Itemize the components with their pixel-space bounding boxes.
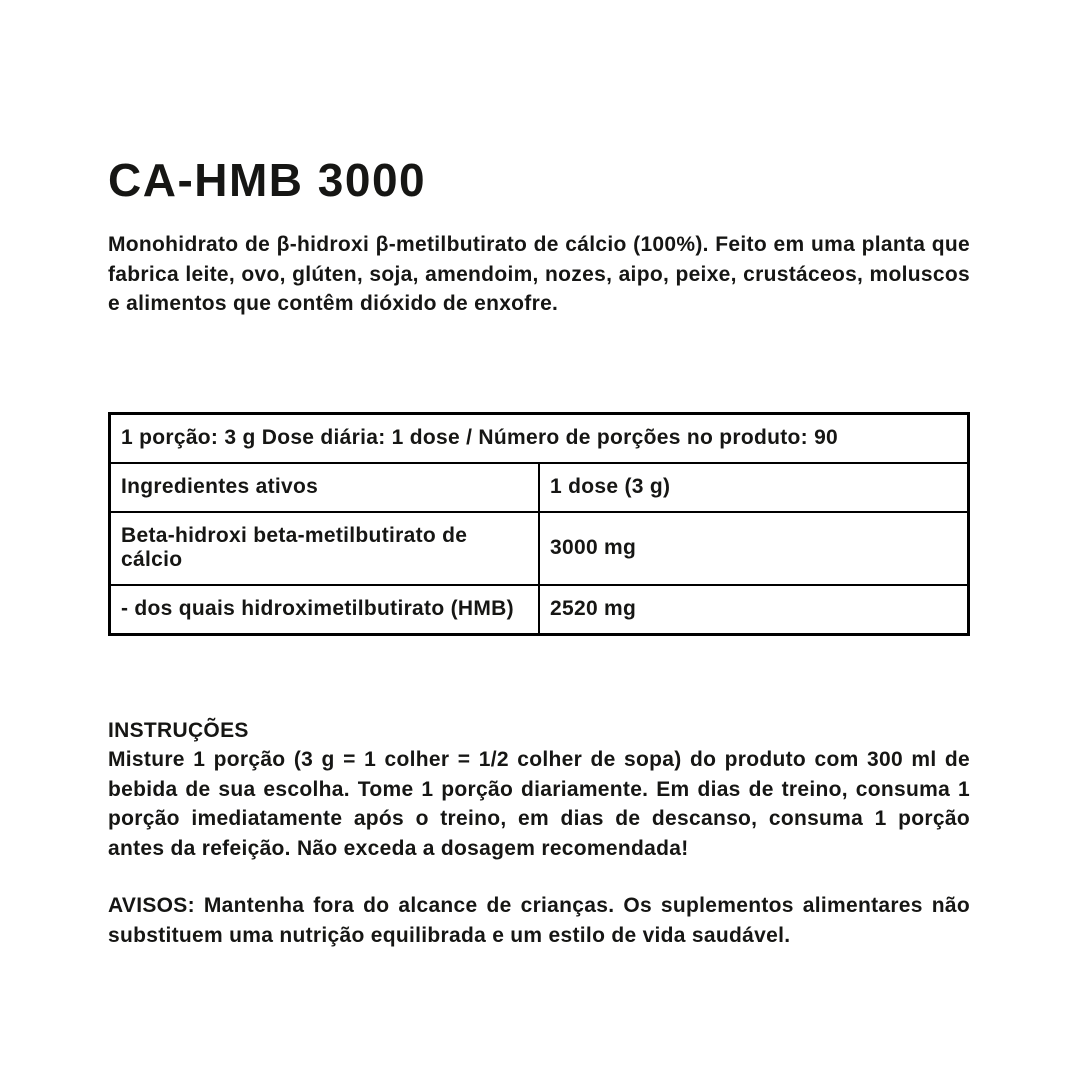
table-row [110,585,969,635]
table-row [110,413,969,463]
nutrition-table [108,412,970,636]
instructions-heading: INSTRUÇÕES [108,718,249,742]
column-header-ingredients: Ingredientes ativos [110,463,540,512]
ingredient-amount-cell: 3000 mg [539,512,969,585]
warnings-text: AVISOS: Mantenha fora do alcance de crianças. Os suplementos alimentares não substituem uma nutrição equilibrada e um estilo de vida saudável. [108,894,970,947]
intro-text: Monohidrato de β-hidroxi β-metilbutirato de cálcio (100%). Feito em uma planta que fabrica leite, ovo, glúten, soja, amendoim, nozes, aipo, peixe, crustáceos, moluscos e alimentos que contêm dióxido de enxofre. [108,233,970,315]
table-row [110,512,969,585]
ingredient-name-cell: - dos quais hidroximetilbutirato (HMB) [110,585,540,635]
column-header-dose: 1 dose (3 g) [539,463,969,512]
page-title: CA-HMB 3000 [108,154,427,206]
ingredient-amount-cell: 2520 mg [539,585,969,635]
ingredient-name-cell: Beta-hidroxi beta-metilbutirato de cálcio [110,512,540,585]
serving-info-cell: 1 porção: 3 g Dose diária: 1 dose / Número de porções no produto: 90 [110,413,969,463]
table-row [110,463,969,512]
instructions-text: Misture 1 porção (3 g = 1 colher = 1/2 colher de sopa) do produto com 300 ml de bebida de sua escolha. Tome 1 porção diariamente. Em dias de treino, consuma 1 porção imediatamente após o treino, em dias de descanso, consuma 1 porção antes da refeição. Não exceda a dosagem recomendada! [108,748,970,860]
